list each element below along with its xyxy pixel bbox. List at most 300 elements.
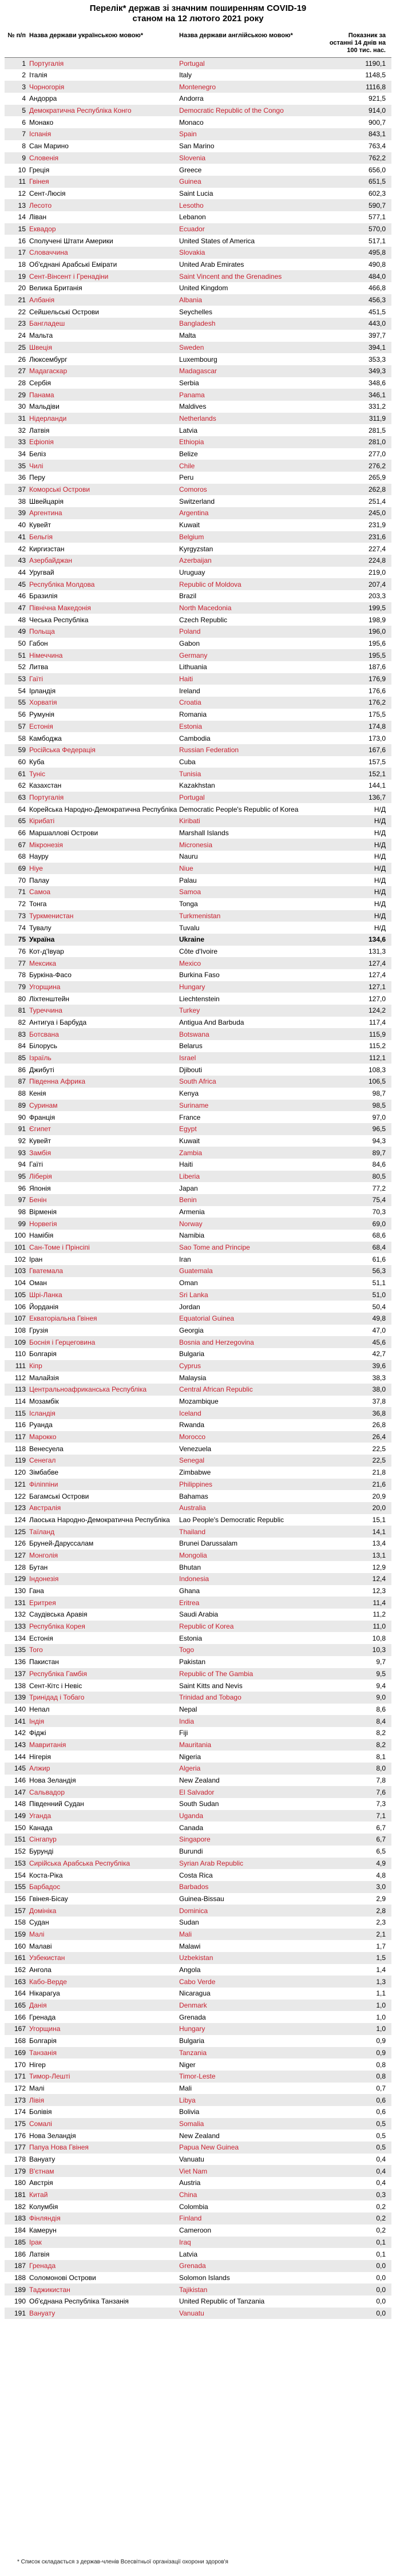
table-row xyxy=(5,1810,391,1822)
table-row xyxy=(5,1893,391,1905)
country-name-ua: Тимор-Лешті xyxy=(27,2071,177,2083)
country-name-en: Antigua And Barbuda xyxy=(179,1018,244,1027)
row-value: 20,9 xyxy=(372,1492,386,1500)
row-number: 100 xyxy=(14,1231,26,1240)
table-row xyxy=(5,460,391,472)
country-name-ua: Гаїті xyxy=(29,1160,43,1169)
row-value: 577,1 xyxy=(368,213,386,222)
country-name-en: Algeria xyxy=(177,1763,327,1775)
row-number: 54 xyxy=(18,686,26,695)
table-row xyxy=(5,1988,391,2000)
row-number: 160 xyxy=(14,1942,26,1950)
country-name-en: Spain xyxy=(177,128,327,140)
row-value: 484,0 xyxy=(327,270,391,282)
table-row xyxy=(5,626,391,638)
table-row xyxy=(5,1656,391,1668)
row-value: 277,0 xyxy=(368,450,386,459)
row-number: 53 xyxy=(5,673,27,685)
table-row xyxy=(5,2000,391,2012)
row-number: 137 xyxy=(5,1668,27,1680)
row-number: 50 xyxy=(18,639,26,648)
table-row xyxy=(5,247,391,259)
row-value: 262,8 xyxy=(327,484,391,496)
row-number: 14 xyxy=(18,213,26,222)
row-number: 68 xyxy=(18,852,26,861)
country-name-ua: Латвія xyxy=(29,426,50,434)
country-name-en: Dominica xyxy=(177,1905,327,1917)
row-number: 67 xyxy=(5,839,27,851)
row-number: 167 xyxy=(5,2023,27,2035)
row-number: 33 xyxy=(5,436,27,448)
row-number: 81 xyxy=(5,1005,27,1017)
table-row xyxy=(5,768,391,780)
row-number: 52 xyxy=(18,663,26,671)
table-row xyxy=(5,1597,391,1609)
row-value: 77,2 xyxy=(372,1184,386,1192)
country-name-en: Republic of Korea xyxy=(177,1621,327,1633)
country-name-ua: Нігер xyxy=(29,2060,46,2069)
row-number: 45 xyxy=(5,578,27,590)
country-name-ua: Єгипет xyxy=(27,1123,177,1135)
country-name-en: Grenada xyxy=(179,2013,206,2021)
row-value: 0,2 xyxy=(376,2202,386,2211)
table-row xyxy=(5,128,391,140)
country-name-ua: Бенін xyxy=(27,1194,177,1206)
row-value: 656,0 xyxy=(368,165,386,174)
row-value: 900,7 xyxy=(368,118,386,127)
country-name-en: Slovakia xyxy=(177,247,327,259)
country-name-ua: Туніс xyxy=(27,768,177,780)
country-name-ua: Корейська Народно-Демократична Республіка xyxy=(29,805,177,813)
country-name-en: Benin xyxy=(177,1194,327,1206)
table-row xyxy=(5,1680,391,1692)
country-name-ua: Науру xyxy=(29,852,49,861)
row-value: 0,0 xyxy=(327,2283,391,2296)
row-number: 178 xyxy=(14,2155,26,2164)
header-num: № п/п xyxy=(5,30,27,57)
country-name-en: Bulgaria xyxy=(179,1350,205,1358)
table-row xyxy=(5,1407,391,1419)
country-name-ua: Маршаллові Острови xyxy=(29,829,98,837)
row-value: 136,7 xyxy=(327,792,391,804)
country-name-en: Cuba xyxy=(179,757,196,766)
country-name-ua: Нідерланди xyxy=(27,413,177,425)
row-number: 63 xyxy=(5,792,27,804)
row-value: 152,1 xyxy=(327,768,391,780)
row-number: 61 xyxy=(5,768,27,780)
row-number: 147 xyxy=(5,1786,27,1798)
country-name-ua: Габон xyxy=(29,639,48,648)
row-number: 102 xyxy=(14,1255,26,1263)
table-row xyxy=(5,602,391,614)
row-value: 108,3 xyxy=(368,1065,386,1074)
row-number: 101 xyxy=(5,1242,27,1254)
country-name-ua: Мозамбік xyxy=(29,1397,59,1406)
row-value: Н/Д xyxy=(327,886,391,898)
row-number: 41 xyxy=(5,531,27,543)
row-number: 180 xyxy=(14,2179,26,2187)
row-value: 311,9 xyxy=(327,413,391,425)
row-number: 141 xyxy=(5,1715,27,1727)
row-number: 99 xyxy=(5,1218,27,1230)
table-row xyxy=(5,1976,391,1988)
country-name-en: Somalia xyxy=(177,2118,327,2130)
country-name-en: Cyprus xyxy=(177,1360,327,1372)
row-number: 31 xyxy=(5,413,27,425)
table-row xyxy=(5,543,391,555)
row-value: 207,4 xyxy=(327,578,391,590)
country-name-ua: Гватемала xyxy=(27,1265,177,1277)
country-name-en: Venezuela xyxy=(179,1444,212,1453)
country-name-ua: Лаоська Народно-Демократична Республіка xyxy=(29,1515,170,1524)
row-value: 0,6 xyxy=(327,2094,391,2106)
row-number: 98 xyxy=(18,1208,26,1216)
country-name-en: Gabon xyxy=(179,639,200,648)
row-value: 0,7 xyxy=(376,2084,386,2092)
country-name-ua: Малі xyxy=(27,1929,177,1941)
row-number: 186 xyxy=(14,2250,26,2258)
row-number: 125 xyxy=(5,1526,27,1538)
row-value: 843,1 xyxy=(327,128,391,140)
row-value: 112,1 xyxy=(327,1052,391,1064)
row-number: 91 xyxy=(5,1123,27,1135)
country-name-ua: Мадагаскар xyxy=(27,365,177,377)
table-row xyxy=(5,2212,391,2225)
table-row xyxy=(5,1881,391,1893)
table-row xyxy=(5,2296,391,2308)
row-number: 49 xyxy=(5,626,27,638)
row-value: 2,8 xyxy=(327,1905,391,1917)
table-row xyxy=(5,1419,391,1431)
table-row xyxy=(5,377,391,389)
table-row xyxy=(5,2272,391,2284)
table-row xyxy=(5,1561,391,1573)
row-value: 96,5 xyxy=(327,1123,391,1135)
row-value: 451,5 xyxy=(368,307,386,316)
country-name-ua: Ангола xyxy=(29,1966,52,1974)
table-row xyxy=(5,638,391,650)
country-name-en: New Zealand xyxy=(179,1776,220,1785)
row-number: 134 xyxy=(14,1634,26,1642)
table-row xyxy=(5,2059,391,2071)
row-value: Н/Д xyxy=(327,839,391,851)
country-name-ua: Уганда xyxy=(27,1810,177,1822)
table-row xyxy=(5,519,391,531)
table-row xyxy=(5,1064,391,1076)
country-name-en: Austria xyxy=(179,2179,201,2187)
country-name-en: Germany xyxy=(177,649,327,661)
row-value: 7,3 xyxy=(376,1800,386,1808)
country-name-ua: Кувейт xyxy=(29,1136,52,1145)
row-value: 51,1 xyxy=(372,1279,386,1287)
table-row xyxy=(5,1171,391,1183)
country-name-ua: Австрія xyxy=(29,2179,53,2187)
table-row xyxy=(5,1253,391,1265)
row-number: 87 xyxy=(5,1076,27,1088)
row-value: 224,8 xyxy=(327,555,391,567)
table-row xyxy=(5,886,391,898)
table-row xyxy=(5,164,391,176)
country-name-ua: Бразилія xyxy=(29,592,58,600)
table-row xyxy=(5,1147,391,1159)
row-number: 116 xyxy=(14,1421,26,1429)
country-name-en: Croatia xyxy=(177,697,327,709)
row-value: 1190,1 xyxy=(327,57,391,69)
table-row xyxy=(5,353,391,365)
row-number: 89 xyxy=(5,1100,27,1112)
country-name-ua: Індія xyxy=(27,1715,177,1727)
row-number: 66 xyxy=(18,829,26,837)
row-number: 162 xyxy=(14,1966,26,1974)
country-name-en: North Macedonia xyxy=(177,602,327,614)
country-name-ua: Сент-Кітс і Невіс xyxy=(29,1681,82,1690)
country-name-en: Lithuania xyxy=(179,663,207,671)
country-name-ua: Барбадос xyxy=(27,1881,177,1893)
country-name-ua: Греція xyxy=(29,165,50,174)
country-name-en: Hungary xyxy=(177,2023,327,2035)
country-name-ua: Португалія xyxy=(27,792,177,804)
country-name-en: Ecuador xyxy=(177,223,327,235)
country-name-en: Guatemala xyxy=(177,1265,327,1277)
row-value: 8,2 xyxy=(327,1739,391,1751)
row-number: 133 xyxy=(5,1621,27,1633)
country-name-ua: Йорданія xyxy=(29,1302,59,1311)
header-value: Показник за останні 14 днів на 100 тис. нас. xyxy=(327,30,391,57)
row-value: 456,3 xyxy=(327,294,391,306)
table-row xyxy=(5,756,391,768)
row-number: 185 xyxy=(5,2237,27,2249)
country-name-en: Haiti xyxy=(177,673,327,685)
country-name-ua: Намібія xyxy=(29,1231,54,1240)
country-name-en: Israel xyxy=(177,1052,327,1064)
row-value: 10,8 xyxy=(372,1634,386,1642)
country-name-en: Kiribati xyxy=(177,815,327,827)
country-name-en: Ghana xyxy=(179,1587,200,1595)
row-value: 173,0 xyxy=(368,734,386,742)
table-row xyxy=(5,1514,391,1526)
row-value: 117,4 xyxy=(369,1018,386,1027)
table-row xyxy=(5,1360,391,1372)
table-row xyxy=(5,981,391,993)
country-name-en: Japan xyxy=(179,1184,198,1192)
row-value: 348,6 xyxy=(368,378,386,387)
row-number: 112 xyxy=(14,1373,26,1382)
table-row xyxy=(5,93,391,105)
row-value: 0,1 xyxy=(327,2237,391,2249)
country-name-ua: Кот-д'Івуар xyxy=(29,947,64,955)
country-name-ua: Того xyxy=(27,1644,177,1656)
country-name-ua: Венесуела xyxy=(29,1444,64,1453)
row-number: 10 xyxy=(18,165,26,174)
row-number: 90 xyxy=(18,1113,26,1121)
country-name-en: Seychelles xyxy=(179,307,213,316)
country-name-ua: Норвегія xyxy=(27,1218,177,1230)
country-name-en: India xyxy=(177,1715,327,1727)
country-name-en: South Africa xyxy=(177,1076,327,1088)
table-row xyxy=(5,259,391,271)
row-number: 5 xyxy=(5,105,27,117)
country-name-ua: Азербайджан xyxy=(27,555,177,567)
row-value: 495,8 xyxy=(327,247,391,259)
country-name-ua: Бельгія xyxy=(27,531,177,543)
row-number: 143 xyxy=(5,1739,27,1751)
country-name-ua: Нова Зеландія xyxy=(29,2131,76,2140)
table-row xyxy=(5,2225,391,2237)
row-value: 115,2 xyxy=(369,1042,386,1050)
row-value: 36,8 xyxy=(327,1407,391,1419)
row-number: 183 xyxy=(5,2212,27,2225)
table-row xyxy=(5,81,391,93)
row-value: 11,0 xyxy=(327,1621,391,1633)
row-number: 182 xyxy=(14,2202,26,2211)
table-row xyxy=(5,567,391,579)
table-row xyxy=(5,922,391,934)
row-number: 130 xyxy=(14,1587,26,1595)
country-name-en: Russian Federation xyxy=(177,744,327,756)
country-name-ua: Сербія xyxy=(29,378,52,387)
table-row xyxy=(5,152,391,164)
country-name-en: Kuwait xyxy=(179,521,200,530)
table-row xyxy=(5,1668,391,1680)
country-name-ua: Перу xyxy=(29,473,45,482)
row-number: 94 xyxy=(18,1160,26,1169)
country-name-en: Romania xyxy=(179,710,207,719)
table-row xyxy=(5,815,391,827)
row-number: 164 xyxy=(14,1989,26,1998)
row-number: 47 xyxy=(5,602,27,614)
country-name-ua: Монголія xyxy=(27,1550,177,1562)
table-row xyxy=(5,649,391,661)
row-number: 78 xyxy=(18,971,26,979)
country-name-ua: Естонія xyxy=(27,721,177,733)
country-name-ua: Буркіна-Фасо xyxy=(29,971,72,979)
country-name-en: Italy xyxy=(179,71,192,80)
row-value: 7,6 xyxy=(327,1786,391,1798)
country-name-ua: Гвінея xyxy=(27,176,177,188)
row-number: 35 xyxy=(5,460,27,472)
row-value: 50,4 xyxy=(372,1302,386,1311)
row-value: 199,5 xyxy=(327,602,391,614)
country-name-en: Slovenia xyxy=(177,152,327,164)
row-number: 92 xyxy=(18,1136,26,1145)
row-value: 231,9 xyxy=(368,521,386,530)
country-name-ua: Нова Зеландія xyxy=(29,1776,76,1785)
country-name-en: Tonga xyxy=(179,900,198,908)
country-name-ua: Республіка Молдова xyxy=(27,578,177,590)
country-name-ua: Сан Марино xyxy=(29,142,69,151)
country-name-ua: Сінгапур xyxy=(27,1834,177,1846)
row-value: 176,6 xyxy=(368,686,386,695)
table-row xyxy=(5,2283,391,2296)
country-name-en: Viet Nam xyxy=(177,2165,327,2177)
country-name-en: Haiti xyxy=(179,1160,193,1169)
table-row xyxy=(5,2129,391,2142)
table-row xyxy=(5,1431,391,1443)
table-row xyxy=(5,1028,391,1040)
row-number: 168 xyxy=(14,2037,26,2045)
table-row xyxy=(5,1348,391,1360)
row-value: 0,4 xyxy=(327,2165,391,2177)
row-value: 21,6 xyxy=(327,1479,391,1491)
row-number: 113 xyxy=(5,1384,27,1396)
row-value: 281,5 xyxy=(368,426,386,434)
country-name-en: Monaco xyxy=(179,118,204,127)
country-name-en: Uruguay xyxy=(179,568,205,576)
row-number: 174 xyxy=(14,2108,26,2116)
table-row xyxy=(5,780,391,792)
country-name-ua: Республіка Гамбія xyxy=(27,1668,177,1680)
country-name-ua: Джибуті xyxy=(29,1065,54,1074)
row-value: 203,3 xyxy=(368,592,386,600)
row-number: 58 xyxy=(18,734,26,742)
table-row xyxy=(5,1040,391,1052)
row-number: 25 xyxy=(5,342,27,354)
row-value: 187,6 xyxy=(368,663,386,671)
row-number: 48 xyxy=(18,615,26,624)
table-row xyxy=(5,1632,391,1644)
country-name-en: Liberia xyxy=(177,1171,327,1183)
row-value: 9,5 xyxy=(327,1668,391,1680)
row-value: 8,2 xyxy=(376,1729,386,1737)
row-number: 155 xyxy=(5,1881,27,1893)
row-value: 4,9 xyxy=(327,1858,391,1870)
row-number: 119 xyxy=(5,1455,27,1467)
row-value: 176,9 xyxy=(327,673,391,685)
country-name-ua: Угорщина xyxy=(27,981,177,993)
country-name-ua: Туреччина xyxy=(27,1005,177,1017)
country-name-en: Ukraine xyxy=(177,934,327,946)
row-value: 1,5 xyxy=(327,1952,391,1964)
row-value: 0,4 xyxy=(376,2155,386,2164)
row-number: 86 xyxy=(18,1065,26,1074)
country-name-ua: Казахстан xyxy=(29,781,62,790)
table-row xyxy=(5,1585,391,1597)
row-value: 0,4 xyxy=(376,2179,386,2187)
country-name-en: Tanzania xyxy=(177,2047,327,2059)
row-number: 70 xyxy=(18,876,26,884)
country-name-en: Kenya xyxy=(179,1089,199,1098)
country-name-ua: Домініка xyxy=(27,1905,177,1917)
table-row xyxy=(5,436,391,448)
row-value: 22,5 xyxy=(327,1455,391,1467)
row-number: 132 xyxy=(14,1610,26,1619)
table-row xyxy=(5,1194,391,1206)
row-number: 76 xyxy=(18,947,26,955)
country-name-ua: Ліберія xyxy=(27,1171,177,1183)
table-row xyxy=(5,1621,391,1633)
table-row xyxy=(5,934,391,946)
table-row xyxy=(5,1609,391,1621)
table-row xyxy=(5,531,391,543)
row-value: 12,9 xyxy=(372,1563,386,1571)
country-name-en: Barbados xyxy=(177,1881,327,1893)
country-name-en: Equatorial Guinea xyxy=(177,1313,327,1325)
row-value: 198,9 xyxy=(368,615,386,624)
country-name-ua: Мавританія xyxy=(27,1739,177,1751)
row-number: 65 xyxy=(5,815,27,827)
row-value: 0,0 xyxy=(376,2297,386,2306)
row-value: 265,9 xyxy=(368,473,386,482)
row-value: Н/Д xyxy=(327,910,391,922)
row-value: 42,7 xyxy=(372,1350,386,1358)
row-value: 1,0 xyxy=(327,2000,391,2012)
table-row xyxy=(5,282,391,294)
row-number: 108 xyxy=(14,1326,26,1334)
row-value: 763,4 xyxy=(368,142,386,151)
country-name-ua: Швеція xyxy=(27,342,177,354)
table-row xyxy=(5,1111,391,1123)
table-row xyxy=(5,2189,391,2201)
